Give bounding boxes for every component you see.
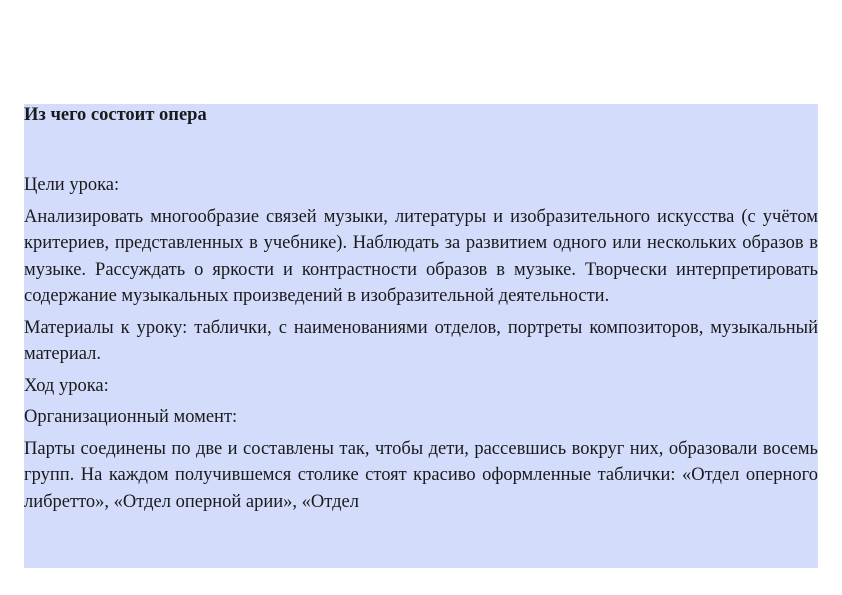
goals-label: Цели урока: [24, 175, 120, 195]
goals-paragraph: Анализировать многообразие связей музыки, литературы и изобразительного искусства (с учётом критериев, представленных в учебнике). Наблюдать за развитием одного или нескольких образов в музыке. Рассуждать о яркости и контрастности образов в музыке. Творчески интерпретировать содержание музыкальных произведений в изобразительной деятельности. [24, 206, 818, 306]
org-moment-label: Организационный момент: [24, 407, 238, 427]
highlighted-text-block [24, 104, 818, 568]
document-title: Из чего состоит опера [24, 105, 207, 125]
lesson-flow-label: Ход урока: [24, 375, 109, 396]
org-moment-paragraph: Парты соединены по две и составлены так, чтобы дети, рассевшись вокруг них, образовали восемь групп. На каждом получившемся столике стоят красиво оформленные таблички: «Отдел оперного либретто», «Отдел оперной арии», «Отдел [24, 438, 818, 512]
materials-paragraph: Материалы к уроку: таблички, с наименованиями отделов, портреты композиторов, музыкальный материал. [24, 317, 818, 364]
